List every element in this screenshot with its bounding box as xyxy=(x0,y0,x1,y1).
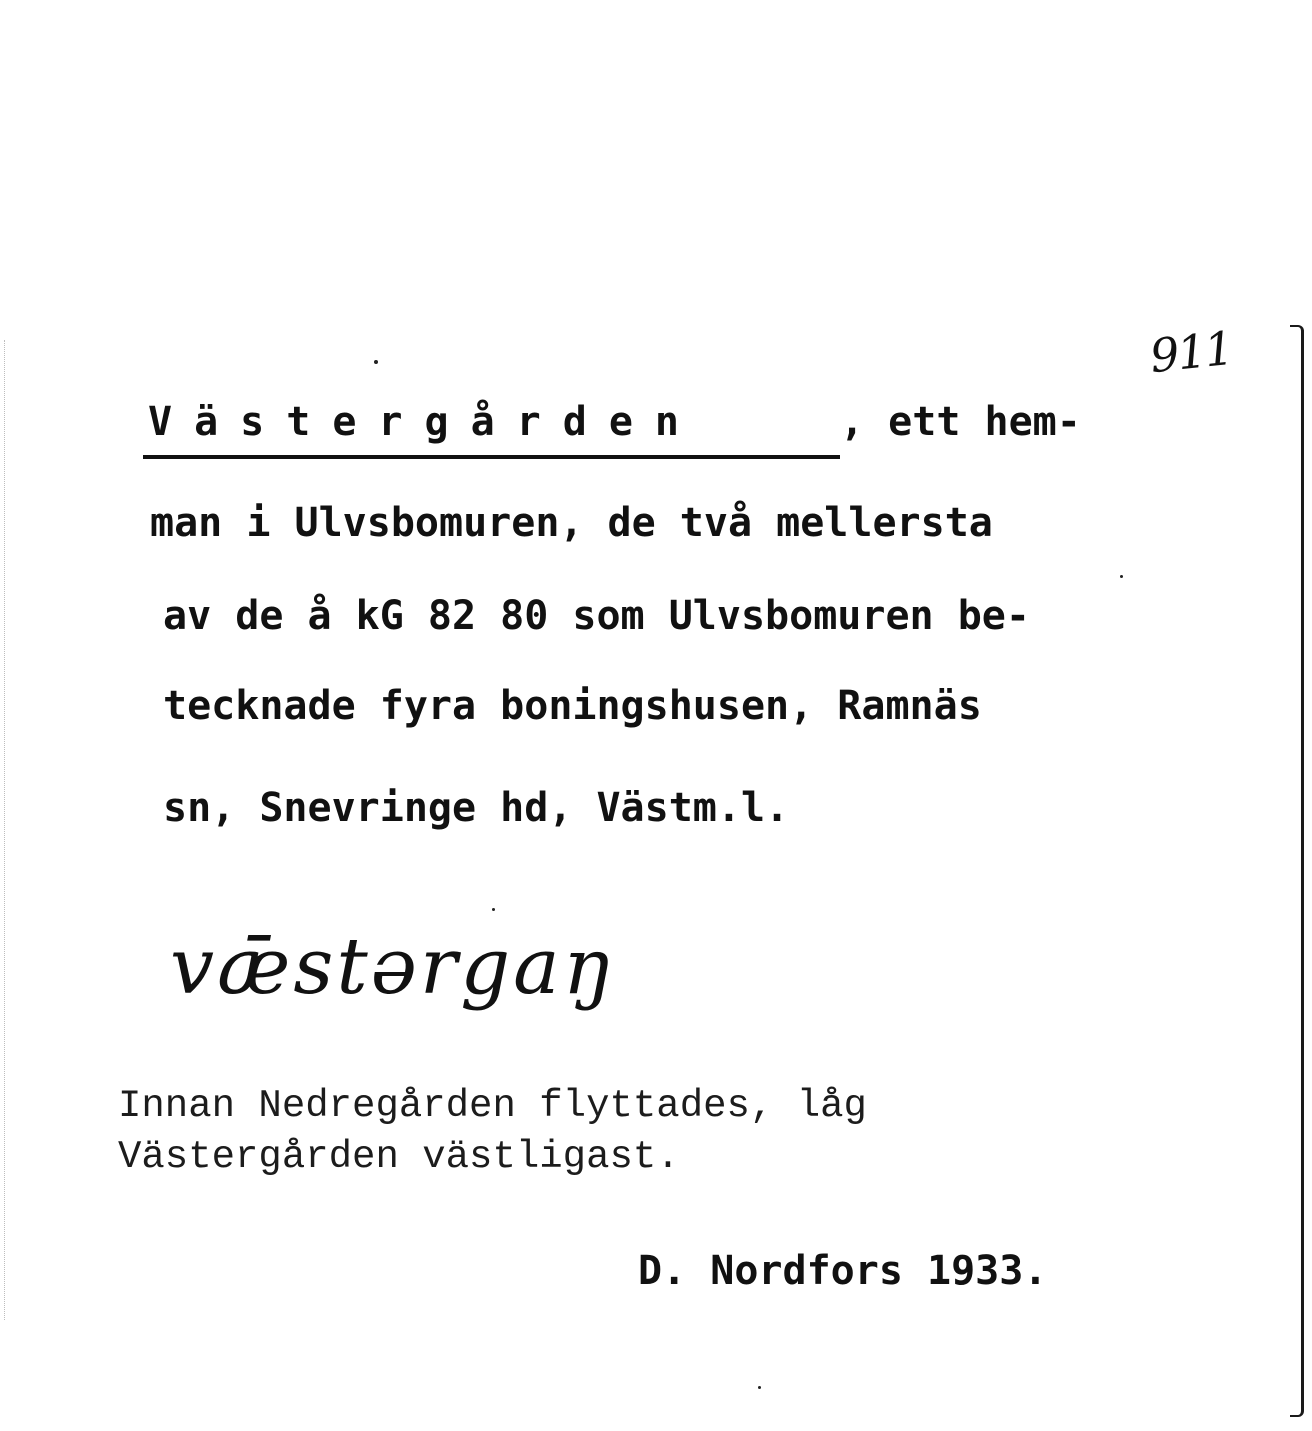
text-line-3: av de å kG 82 80 som Ulvsbomuren be- xyxy=(163,593,1030,639)
ink-speck xyxy=(1120,575,1123,578)
card-left-edge xyxy=(4,340,6,1320)
ink-speck xyxy=(374,360,378,364)
handwritten-pronunciation: vǣstərgaŋ xyxy=(170,922,616,1012)
headword: Västergården xyxy=(148,399,701,445)
text-line-1-rest: , ett hem- xyxy=(840,399,1081,445)
note-line-2: Västergården västligast. xyxy=(118,1135,680,1179)
note-line-1: Innan Nedregården flyttades, låg xyxy=(118,1084,867,1128)
text-line-5: sn, Snevringe hd, Västm.l. xyxy=(163,785,790,831)
text-line-4: tecknade fyra boningshusen, Ramnäs xyxy=(163,683,982,729)
text-line-2: man i Ulvsbomuren, de två mellersta xyxy=(150,500,993,546)
signature: D. Nordfors 1933. xyxy=(638,1248,1048,1294)
card-right-edge xyxy=(1290,325,1304,1417)
catalog-number: 911 xyxy=(1147,320,1235,384)
ink-speck xyxy=(758,1386,761,1389)
ink-speck xyxy=(492,908,495,911)
headword-underline xyxy=(143,455,840,459)
